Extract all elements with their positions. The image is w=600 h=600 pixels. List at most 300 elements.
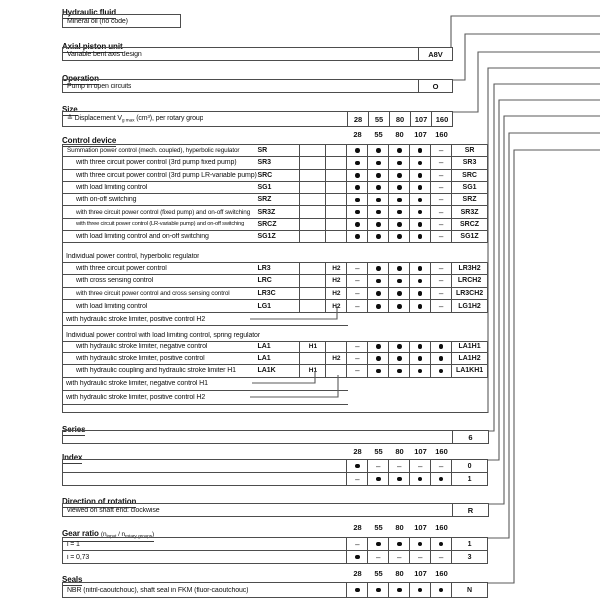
availability-dot: [389, 288, 410, 301]
stroke-limiter-h1-cell: [300, 157, 326, 169]
option-label: i = 0,73: [67, 553, 90, 561]
availability-dash: –: [431, 194, 452, 206]
availability-dash: –: [431, 206, 452, 218]
stroke-limiter-h1-cell: [300, 300, 326, 313]
limiter-code: H2: [332, 355, 341, 363]
control-device-row: [63, 170, 488, 182]
control-row-code: SG1Z: [257, 233, 276, 241]
series-row: [62, 430, 489, 444]
gear-ratio-size-header: [347, 523, 452, 532]
stroke-limiter-h1-cell: [300, 341, 326, 353]
connector-gear-ratio: [488, 133, 600, 538]
stroke-limiter-h2-cell: [326, 288, 347, 301]
direction-row: [62, 503, 489, 517]
label-wrap: [63, 326, 348, 341]
control-device-row: [63, 206, 488, 218]
availability-dot: [431, 473, 452, 486]
availability-dot: [410, 206, 431, 218]
value-text: Variable bent axis design: [67, 50, 142, 58]
control-row-description: [63, 157, 300, 169]
control-device-table: [62, 144, 488, 413]
stroke-limiter-h1-cell: [300, 365, 326, 377]
availability-dot: [389, 300, 410, 313]
size-column-label: 160: [435, 447, 448, 456]
availability-dash: –: [368, 460, 389, 473]
gear-ratio-code: 1: [452, 538, 488, 551]
availability-dot: [347, 460, 368, 473]
availability-dot: [368, 157, 389, 169]
size-column-label: 107: [414, 130, 427, 139]
size-column-label: 28: [353, 130, 362, 139]
control-footnote: [63, 391, 488, 405]
heading-text: Direction of rotation: [62, 497, 137, 506]
availability-dash: –: [347, 275, 368, 288]
availability-dot: [410, 157, 431, 169]
availability-dot: [389, 262, 410, 275]
control-result-code: LA1H2: [452, 353, 488, 365]
availability-dot: [368, 206, 389, 218]
control-row-code: LRC: [257, 277, 272, 285]
control-device-row: [63, 353, 488, 365]
index-code: 1: [452, 473, 488, 486]
availability-dash: –: [347, 262, 368, 275]
availability-dot: [347, 157, 368, 169]
control-footnote: [63, 378, 488, 392]
connector-seals: [488, 150, 600, 583]
availability-dash: –: [431, 231, 452, 243]
stroke-limiter-h1-cell: [300, 170, 326, 182]
control-result-code: SR: [452, 145, 488, 157]
size-value-boxes: [348, 112, 453, 126]
option-description: [63, 473, 347, 486]
option-description: [63, 460, 347, 473]
availability-dot: [347, 219, 368, 231]
stroke-limiter-h1-cell: [300, 194, 326, 206]
control-device-row: [63, 231, 488, 243]
control-result-code: SG1: [452, 182, 488, 194]
control-result-code: LR3CH2: [452, 288, 488, 301]
availability-dash: –: [431, 275, 452, 288]
direction-code-box: R: [453, 504, 489, 516]
availability-dash: –: [431, 157, 452, 169]
availability-dot: [410, 365, 431, 377]
availability-dot: [410, 182, 431, 194]
size-column-label: 55: [374, 523, 383, 532]
control-result-code: SR3Z: [452, 206, 488, 218]
control-row-code: SRZ: [257, 196, 272, 204]
control-device-row: [63, 145, 488, 157]
control-device-row: [63, 194, 488, 206]
availability-dot: [368, 288, 389, 301]
availability-dash: –: [389, 551, 410, 564]
stroke-limiter-h2-cell: [326, 219, 347, 231]
availability-dot: [389, 583, 410, 598]
control-group-header: [63, 243, 488, 262]
connector-series: [488, 84, 600, 431]
availability-dot: [347, 231, 368, 243]
size-column-label: 28: [353, 523, 362, 532]
seals-size-header: [347, 569, 452, 578]
control-row-code: LR3: [257, 265, 271, 273]
availability-dot: [368, 194, 389, 206]
stroke-limiter-h2-cell: [326, 262, 347, 275]
availability-dot: [431, 353, 452, 365]
availability-dot: [368, 145, 389, 157]
control-device-row: [63, 365, 488, 377]
index-size-header: [347, 447, 452, 456]
size-column-label: 160: [435, 130, 448, 139]
availability-dot: [368, 219, 389, 231]
size-label-text: ≙ Displacement $V_{g max}$ (cm³), per rotary group: [67, 115, 204, 124]
control-device-row: [63, 157, 488, 169]
control-row-label: with three circuit power control (3rd pump LR-variable pump): [76, 171, 257, 179]
availability-dash: –: [431, 300, 452, 313]
control-row-code: SR3: [257, 159, 272, 167]
hydraulic-fluid-value: [63, 15, 181, 27]
control-row-code: SRC: [257, 171, 273, 179]
control-result-code: LG1H2: [452, 300, 488, 313]
stroke-limiter-h1-cell: [300, 231, 326, 243]
control-footnote: [63, 313, 488, 326]
option-label: i = 1: [67, 540, 80, 548]
control-row-code: LA1: [257, 355, 271, 363]
availability-dash: –: [347, 288, 368, 301]
stroke-limiter-h1-cell: [300, 182, 326, 194]
connector-index: [488, 100, 600, 460]
heading-text: Seals: [62, 575, 83, 584]
control-row-description: [63, 288, 300, 301]
connector-size: [452, 52, 600, 112]
size-column-label: 107: [414, 447, 427, 456]
availability-dot: [410, 275, 431, 288]
availability-dot: [347, 182, 368, 194]
availability-dot: [410, 194, 431, 206]
limiter-code: H2: [332, 302, 341, 310]
availability-dot: [347, 206, 368, 218]
control-row-description: [63, 300, 300, 313]
control-device-row: [63, 275, 488, 288]
availability-dot: [410, 538, 431, 551]
control-group-header: [63, 326, 488, 341]
stroke-limiter-h2-cell: [326, 194, 347, 206]
availability-dot: [389, 353, 410, 365]
size-column-label: 107: [414, 569, 427, 578]
availability-dash: –: [431, 551, 452, 564]
availability-dot: [410, 353, 431, 365]
connector-control-device: [488, 68, 600, 413]
stroke-limiter-h2-cell: [326, 170, 347, 182]
footnote-label: with hydraulic stroke limiter, positive control H2: [66, 393, 206, 401]
operation-row: [62, 79, 453, 93]
availability-dot: [410, 145, 431, 157]
size-column-label: 80: [395, 447, 404, 456]
availability-dot: [410, 231, 431, 243]
size-column-label: 107: [414, 523, 427, 532]
label-wrap: [63, 313, 348, 326]
availability-dot: [410, 288, 431, 301]
size-column-label: 80: [395, 523, 404, 532]
availability-dot: [410, 473, 431, 486]
stroke-limiter-h1-cell: [300, 353, 326, 365]
availability-dot: [389, 275, 410, 288]
availability-dot: [389, 194, 410, 206]
availability-dot: [410, 300, 431, 313]
size-column-label: 55: [374, 569, 383, 578]
axial-piston-unit-row: [62, 47, 453, 61]
size-row: [62, 111, 453, 127]
heading-text: Size: [62, 105, 78, 114]
label-wrap: [63, 378, 348, 392]
control-row-description: [63, 231, 300, 243]
availability-dot: [368, 275, 389, 288]
size-column-label: 80: [390, 112, 411, 126]
control-result-code: SR3: [452, 157, 488, 169]
value-text: Pump in open circuits: [67, 82, 132, 90]
availability-dash: –: [431, 219, 452, 231]
group-header-label: Individual power control, hyperbolic regulator: [66, 253, 200, 261]
series-value: [63, 431, 453, 443]
limiter-code: H1: [308, 367, 318, 375]
availability-dash: –: [347, 473, 368, 486]
availability-dash: –: [431, 288, 452, 301]
control-row-label: with three circuit power control and cross sensing control: [76, 290, 230, 298]
control-row-description: [63, 170, 300, 182]
availability-dot: [368, 231, 389, 243]
availability-dash: –: [431, 170, 452, 182]
option-description: [63, 551, 347, 564]
availability-dash: –: [347, 353, 368, 365]
availability-dot: [389, 145, 410, 157]
axial-piston-unit-value: [63, 48, 419, 60]
size-column-label: 160: [435, 523, 448, 532]
index-table: [62, 459, 488, 486]
control-row-label: with load limiting control: [76, 302, 148, 310]
gear-ratio-option-row: [63, 538, 488, 551]
control-row-code: LR3C: [257, 290, 276, 298]
availability-dash: –: [368, 551, 389, 564]
availability-dot: [410, 219, 431, 231]
control-device-row: [63, 182, 488, 194]
control-device-size-header: [347, 130, 452, 139]
control-row-description: [63, 353, 300, 365]
heading-text: Axial piston unit: [62, 42, 123, 51]
size-column-label: 107: [411, 112, 432, 126]
control-row-code: LG1: [257, 302, 272, 310]
control-row-code: LA1K: [257, 367, 276, 375]
availability-dot: [368, 365, 389, 377]
availability-dot: [347, 583, 368, 598]
availability-dot: [368, 538, 389, 551]
availability-dash: –: [431, 460, 452, 473]
seals-option-row: [63, 583, 488, 598]
option-label: NBR (nitril-caoutchouc), shaft seal in FKM (fluor-caoutchouc): [67, 586, 249, 594]
heading-text: Gear ratio $(n_{input} / n_{rotary groups})$: [62, 529, 155, 540]
size-column-label: 28: [348, 112, 369, 126]
limiter-code: H2: [332, 265, 341, 273]
availability-dot: [368, 341, 389, 353]
group-header-label: Individual power control with load limiting control, spring regulator: [66, 331, 261, 339]
control-row-description: [63, 262, 300, 275]
stroke-limiter-h2-cell: [326, 275, 347, 288]
stroke-limiter-h1-cell: [300, 262, 326, 275]
availability-dot: [431, 365, 452, 377]
control-row-code: SRCZ: [257, 220, 277, 228]
availability-dot: [389, 341, 410, 353]
operation-code-box: O: [419, 80, 453, 92]
gear-ratio-option-row: [63, 551, 488, 564]
size-column-label: 160: [435, 569, 448, 578]
stroke-limiter-h2-cell: [326, 231, 347, 243]
label-wrap: [63, 391, 348, 405]
availability-dash: –: [431, 182, 452, 194]
control-result-code: SG1Z: [452, 231, 488, 243]
control-row-description: [63, 145, 300, 157]
stroke-limiter-h1-cell: [300, 288, 326, 301]
heading-text: Index: [62, 453, 83, 462]
stroke-limiter-h1-cell: [300, 219, 326, 231]
stroke-limiter-h2-cell: [326, 182, 347, 194]
availability-dot: [389, 170, 410, 182]
axial-piston-unit-code-box: A8V: [419, 48, 453, 60]
control-row-code: SR: [257, 147, 268, 155]
control-row-code: SR3Z: [257, 208, 276, 216]
control-row-description: [63, 219, 300, 231]
control-row-label: with on-off switching: [76, 196, 137, 204]
control-result-code: LRCH2: [452, 275, 488, 288]
size-column-label: 28: [353, 569, 362, 578]
control-row-label: with three circuit power control (3rd pump fixed pump): [76, 159, 237, 167]
connector-direction: [488, 116, 600, 504]
stroke-limiter-h2-cell: [326, 145, 347, 157]
control-row-description: [63, 194, 300, 206]
availability-dot: [368, 262, 389, 275]
heading-text: Hydraulic fluid: [62, 8, 117, 17]
control-row-label: with hydraulic stroke limiter, negative control: [76, 343, 208, 351]
stroke-limiter-h2-cell: [326, 341, 347, 353]
gear-ratio-code: 3: [452, 551, 488, 564]
stroke-limiter-h1-cell: [300, 275, 326, 288]
size-column-label: 55: [369, 112, 390, 126]
availability-dash: –: [410, 551, 431, 564]
availability-dash: –: [410, 460, 431, 473]
limiter-code: H2: [332, 277, 341, 285]
control-row-label: Summation power control (mech. coupled), hyperbolic regulator: [67, 147, 240, 155]
size-column-label: 80: [395, 130, 404, 139]
control-row-code: SG1: [257, 184, 272, 192]
series-code-box: 6: [453, 431, 489, 443]
availability-dot: [431, 341, 452, 353]
size-column-label: 28: [353, 447, 362, 456]
availability-dot: [347, 551, 368, 564]
availability-dot: [410, 262, 431, 275]
control-result-code: LR3H2: [452, 262, 488, 275]
availability-dot: [347, 170, 368, 182]
control-row-label: with three circuit power control (fixed pump) and on-off switching: [76, 208, 251, 216]
size-column-label: 55: [374, 447, 383, 456]
availability-dot: [389, 473, 410, 486]
index-code: 0: [452, 460, 488, 473]
control-device-row: [63, 300, 488, 313]
availability-dash: –: [389, 460, 410, 473]
size-label: [63, 112, 348, 126]
availability-dash: –: [347, 341, 368, 353]
control-row-label: with three circuit power control (LR-variable pump) and on-off switching: [76, 221, 245, 228]
direction-value: [63, 504, 453, 516]
hydraulic-fluid-row: [62, 14, 181, 28]
availability-dot: [368, 353, 389, 365]
control-result-code: LA1KH1: [452, 365, 488, 377]
availability-dot: [389, 182, 410, 194]
availability-dot: [389, 206, 410, 218]
availability-dash: –: [347, 538, 368, 551]
control-row-label: with load limiting control: [76, 184, 148, 192]
control-row-label: with load limiting control and on-off switching: [76, 233, 209, 241]
availability-dot: [389, 538, 410, 551]
seals-code: N: [452, 583, 488, 598]
availability-dash: –: [347, 300, 368, 313]
stroke-limiter-h2-cell: [326, 353, 347, 365]
availability-dot: [368, 170, 389, 182]
size-column-label: 55: [374, 130, 383, 139]
availability-dash: –: [431, 145, 452, 157]
control-row-label: with cross sensing control: [76, 277, 154, 285]
heading-text: Control device: [62, 136, 117, 145]
control-result-code: LA1H1: [452, 341, 488, 353]
availability-dot: [410, 583, 431, 598]
value-text: viewed on shaft end: clockwise: [67, 506, 160, 514]
availability-dot: [347, 194, 368, 206]
gear-ratio-table: [62, 537, 488, 564]
availability-dot: [389, 157, 410, 169]
limiter-code: H1: [308, 343, 318, 351]
control-row-description: [63, 365, 300, 377]
index-option-row: [63, 473, 488, 486]
control-device-row: [63, 262, 488, 275]
value-text: Mineral oil (no code): [67, 17, 128, 25]
availability-dot: [347, 145, 368, 157]
label-wrap: [63, 243, 348, 262]
control-row-label: with three circuit power control: [76, 265, 167, 273]
control-row-label: with hydraulic coupling and hydraulic stroke limiter H1: [76, 367, 236, 375]
control-result-code: SRCZ: [452, 219, 488, 231]
option-description: [63, 538, 347, 551]
control-device-row: [63, 341, 488, 353]
size-column-label: 160: [432, 112, 453, 126]
control-row-description: [63, 341, 300, 353]
operation-value: [63, 80, 419, 92]
footnote-label: with hydraulic stroke limiter, negative control H1: [66, 380, 208, 388]
control-device-row: [63, 219, 488, 231]
footnote-label: with hydraulic stroke limiter, positive control H2: [66, 315, 206, 323]
size-column-label: 80: [395, 569, 404, 578]
availability-dot: [368, 182, 389, 194]
option-description: [63, 583, 347, 598]
stroke-limiter-h2-cell: [326, 300, 347, 313]
limiter-code: H2: [332, 290, 341, 298]
index-option-row: [63, 460, 488, 473]
availability-dot: [368, 473, 389, 486]
stroke-limiter-h2-cell: [326, 157, 347, 169]
control-device-row: [63, 288, 488, 301]
availability-dot: [431, 583, 452, 598]
availability-dot: [389, 365, 410, 377]
control-result-code: SRC: [452, 170, 488, 182]
connector-axial-piston-unit: [451, 16, 600, 47]
availability-dot: [431, 538, 452, 551]
stroke-limiter-h2-cell: [326, 365, 347, 377]
availability-dot: [368, 583, 389, 598]
seals-table: [62, 582, 488, 598]
